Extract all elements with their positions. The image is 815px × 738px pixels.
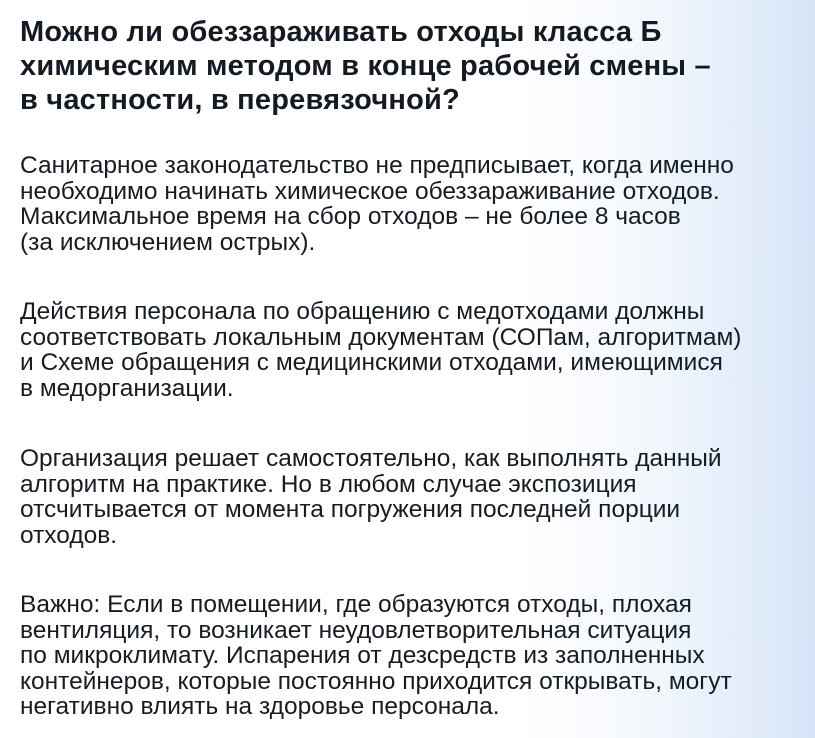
paragraph-staff-actions bbox=[20, 299, 810, 401]
paragraph-line: и Схеме обращения с медицинскими отходами, имеющимися bbox=[20, 349, 723, 376]
page-title bbox=[20, 15, 800, 117]
title-line: Можно ли обеззараживать отходы класса Б bbox=[20, 16, 662, 48]
paragraph-line: отсчитывается от момента погружения последней порции bbox=[20, 496, 681, 523]
paragraph-line: Максимальное время на сбор отходов – не более 8 часов bbox=[20, 203, 681, 230]
paragraph-line: отходов. bbox=[20, 521, 118, 549]
paragraph-important-note bbox=[20, 592, 810, 720]
paragraph-line: в медорганизации. bbox=[20, 374, 234, 402]
paragraph-line: алгоритм на практике. Но в любом случае экспозиция bbox=[20, 470, 637, 498]
paragraph-line: необходимо начинать химическое обеззараживание отходов. bbox=[20, 177, 720, 205]
paragraph-line: негативно влиять на здоровье персонала. bbox=[20, 693, 500, 720]
paragraph-line: Важно: Если в помещении, где образуются отходы, плохая bbox=[20, 591, 692, 618]
paragraph-legislation bbox=[20, 153, 810, 255]
title-line: химическим методом в конце рабочей смены – bbox=[20, 50, 711, 82]
title-line: в частности, в перевязочной? bbox=[20, 84, 460, 116]
paragraph-organization bbox=[20, 446, 810, 548]
paragraph-line: контейнеров, которые постоянно приходится открывать, могут bbox=[20, 667, 732, 695]
paragraph-line: соответствовать локальным документам (СОПам, алгоритмам) bbox=[20, 323, 742, 351]
paragraph-line: вентиляция, то возникает неудовлетворительная ситуация bbox=[20, 616, 692, 644]
paragraph-line: Организация решает самостоятельно, как выполнять данный bbox=[20, 445, 722, 472]
paragraph-line: Санитарное законодательство не предписывает, когда именно bbox=[20, 152, 734, 179]
paragraph-line: по микроклимату. Испарения от дезсредств из заполненных bbox=[20, 642, 705, 669]
paragraph-line: (за исключением острых). bbox=[20, 228, 316, 256]
paragraph-line: Действия персонала по обращению с медотходами должны bbox=[20, 298, 705, 325]
